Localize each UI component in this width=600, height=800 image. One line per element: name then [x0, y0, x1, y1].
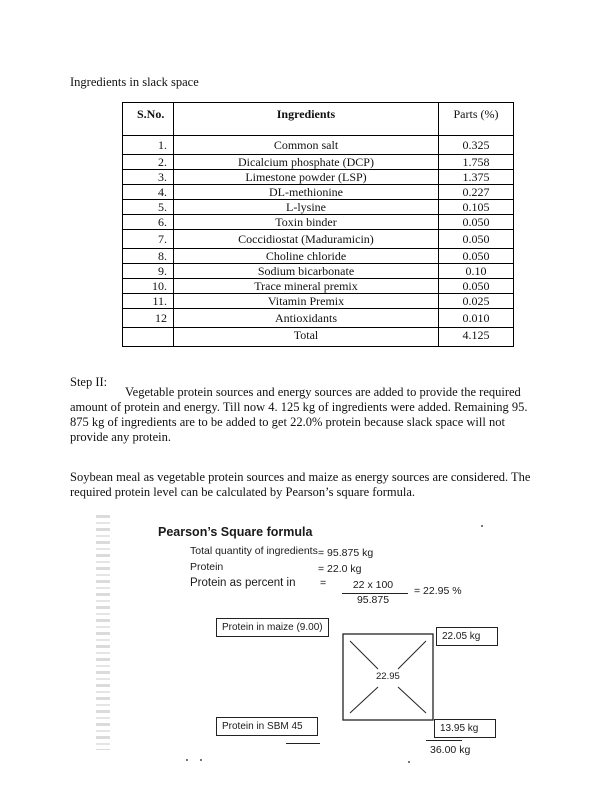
- diagonal-bottom-left: [350, 687, 378, 713]
- row-ingredient: Coccidiostat (Maduramicin): [174, 230, 439, 249]
- protein-label: Protein: [190, 561, 224, 573]
- row-parts: 0.025: [439, 294, 514, 309]
- table-row: [123, 249, 514, 264]
- total-quantity-label: Total quantity of ingredients: [190, 545, 318, 557]
- percent-label: Protein as percent in: [190, 577, 296, 589]
- row-parts: 0.050: [439, 249, 514, 264]
- row-ingredient: Choline chloride: [174, 249, 439, 264]
- percent-equals: =: [320, 577, 327, 589]
- row-sno: 11.: [123, 294, 174, 309]
- maize-kg-box: 22.05 kg: [436, 627, 498, 646]
- fraction-denominator: 95.875: [356, 594, 390, 606]
- total-kg: 36.00 kg: [430, 744, 471, 756]
- row-sno: 4.: [123, 185, 174, 200]
- protein-value: = 22.0 kg: [318, 563, 362, 575]
- row-ingredient: Antioxidants: [174, 309, 439, 328]
- step-paragraph-2: Soybean meal as vegetable protein sources and maize as energy sources are considered. The required protein level can be calculated by Pearson’s square formula.: [70, 470, 531, 499]
- figure-title: Pearson’s Square formula: [158, 525, 313, 539]
- row-parts: 1.375: [439, 170, 514, 185]
- sbm-box: Protein in SBM 45: [216, 717, 318, 736]
- row-sno: 2.: [123, 155, 174, 170]
- table-row: [123, 136, 514, 155]
- scan-speck: [186, 759, 188, 761]
- diagonal-top-left: [350, 641, 378, 669]
- fraction-numerator: 22 x 100: [352, 579, 394, 591]
- row-sno: 7.: [123, 230, 174, 249]
- row-parts: 0.10: [439, 264, 514, 279]
- header-sno: S.No.: [123, 103, 174, 136]
- table-header-row: [123, 103, 514, 136]
- table-row: [123, 264, 514, 279]
- row-parts: 0.050: [439, 230, 514, 249]
- intro-heading: Ingredients in slack space: [70, 75, 199, 89]
- sbm-kg-box: 13.95 kg: [434, 719, 496, 738]
- diagonal-top-right: [398, 641, 426, 669]
- row-parts: 0.050: [439, 279, 514, 294]
- row-ingredient: Dicalcium phosphate (DCP): [174, 155, 439, 170]
- row-ingredient: DL-methionine: [174, 185, 439, 200]
- row-parts: 1.758: [439, 155, 514, 170]
- row-ingredient: Toxin binder: [174, 215, 439, 230]
- sum-line: [426, 740, 462, 741]
- row-sno: 1.: [123, 136, 174, 155]
- ingredients-table: [122, 102, 514, 347]
- row-sno: 5.: [123, 200, 174, 215]
- table-row: [123, 215, 514, 230]
- header-ingredients: Ingredients: [174, 103, 439, 136]
- row-sno: 6.: [123, 215, 174, 230]
- row-parts: 0.010: [439, 309, 514, 328]
- total-quantity-value: = 95.875 kg: [318, 547, 374, 559]
- scan-edge-artifact: [96, 515, 110, 750]
- row-ingredient: Trace mineral premix: [174, 279, 439, 294]
- table-row: [123, 294, 514, 309]
- row-ingredient: L-lysine: [174, 200, 439, 215]
- sbm-underline: [286, 743, 320, 744]
- row-parts: 0.105: [439, 200, 514, 215]
- center-value: 22.95: [376, 671, 400, 682]
- row-sno: 12: [123, 309, 174, 328]
- row-ingredient: Sodium bicarbonate: [174, 264, 439, 279]
- table-row: [123, 185, 514, 200]
- row-parts: 0.227: [439, 185, 514, 200]
- row-sno: 8.: [123, 249, 174, 264]
- table-row: [123, 279, 514, 294]
- row-parts: 0.050: [439, 215, 514, 230]
- step-heading: Step II:: [70, 375, 108, 389]
- step-paragraph-1: Vegetable protein sources and energy sources are added to provide the required amount of protein and energy. Till now 4. 125 kg of ingredients were added. Remaining 95. 875 kg of ingredients are to be added to get 22.0% protein because slack space will not provide any protein.: [70, 385, 528, 444]
- table-row: [123, 200, 514, 215]
- table-row: [123, 155, 514, 170]
- scan-speck: [408, 761, 410, 763]
- scan-speck: [481, 525, 483, 527]
- pearson-square-figure: [96, 515, 506, 800]
- percent-result: = 22.95 %: [414, 585, 462, 597]
- scan-speck: [200, 759, 202, 761]
- table-row: [123, 170, 514, 185]
- row-sno: 10.: [123, 279, 174, 294]
- row-parts: 0.325: [439, 136, 514, 155]
- total-value: 4.125: [439, 328, 514, 347]
- total-label: Total: [174, 328, 439, 347]
- table-total-row: [123, 328, 514, 347]
- row-sno: 3.: [123, 170, 174, 185]
- row-ingredient: Vitamin Premix: [174, 294, 439, 309]
- diagonal-bottom-right: [398, 687, 426, 713]
- table-row: [123, 309, 514, 328]
- row-ingredient: Common salt: [174, 136, 439, 155]
- row-ingredient: Limestone powder (LSP): [174, 170, 439, 185]
- row-sno: 9.: [123, 264, 174, 279]
- table-row: [123, 230, 514, 249]
- header-parts: Parts (%): [439, 103, 514, 136]
- maize-box: Protein in maize (9.00): [216, 618, 329, 637]
